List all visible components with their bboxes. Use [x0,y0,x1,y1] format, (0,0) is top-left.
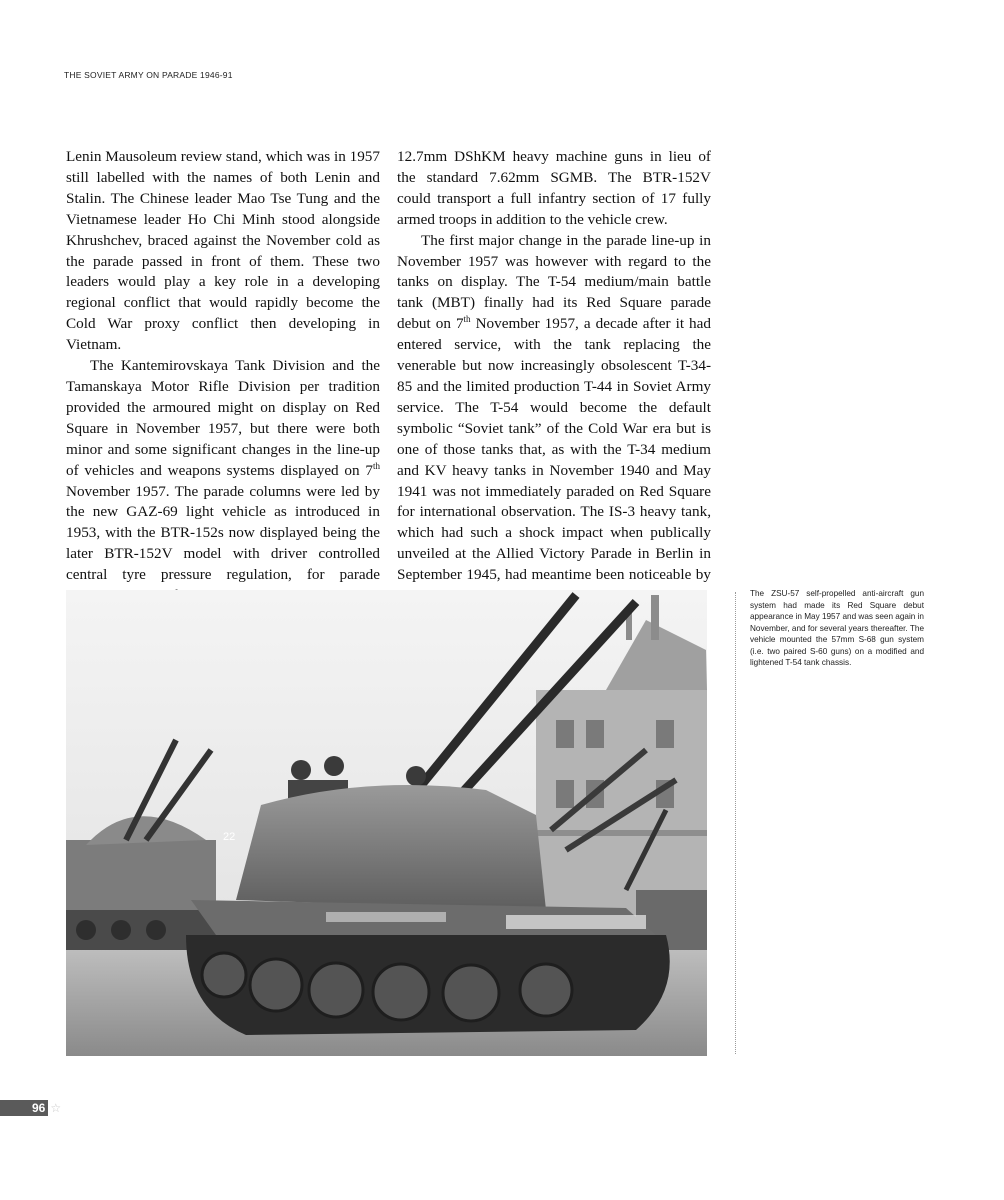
road-wheel [443,965,499,1021]
paragraph: Lenin Mausoleum review stand, which was in 1957 still labelled with the names of both Lenin and Stalin. The Chinese leader Mao Tse Tung and the Vietnamese leader Ho Chi Minh stood alongside Khrushchev, braced against the November cold as the parade passed in front of them. These two leaders would play a key role in a developing regional conflict that would rapidly become the Cold War proxy conflict then developing in Vietnam. [66,148,380,354]
paragraph: 12.7mm DShKM heavy machine guns in lieu of the standard 7.62mm SGMB. The BTR-152V could transport a full infantry section of 17 fully armed troops in addition to the vehicle crew. [397,148,711,228]
paragraph [66,356,380,628]
road-wheel [520,964,572,1016]
page-number: 96 [30,1100,48,1116]
paragraph-text: November 1957, a decade after it had entered service, with the tank replacing the venerable but now increasingly obsolescent T-34-85 and the limited production T-44 in Soviet Army service. The T-54 would become the default symbolic “Soviet tank” of the Cold War era but is one of those tanks that, as with the T-34 medium and KV heavy tanks in November 1940 and May 1941 was not immediately paraded on Red Square for international observation. The IS-3 heavy tank, which had such a shock impact when publically unveiled at the Allied Victory Parade in Berlin in September 1945, had meantime been noticeable by [397,315,711,584]
road-wheel [373,964,429,1020]
caption-rule [735,592,736,1054]
road-wheel [309,963,363,1017]
superscript: th [463,314,471,325]
crew-member [291,760,311,780]
turret-number: 22 [223,831,236,843]
text-column-left [66,147,380,628]
zsu-57-parade-photo [66,590,707,1056]
paragraph-text: The Kantemirovskaya Tank Division and the Tamanskaya Motor Rifle Division per tradition provided the armoured might on display on Red Square in November 1957, but there were both minor and some significant changes in the line-up of vehicles and weapons systems displayed on 7 [66,357,380,479]
superscript: th [372,460,380,471]
paragraph [397,231,711,607]
caption-text: The ZSU-57 self-propelled anti-aircraft gun system had made its Red Square debut appearance in May 1957 and was seen again in November, and for several years thereafter. The vehicle mounted the 57mm S-68 gun system (i.e. two paired S-60 guns) on a modified and lightened T-54 tank chassis. [750,589,924,667]
star-icon: ☆ [50,1101,62,1115]
turret [236,785,546,910]
parade-photo [66,590,707,1056]
paragraph-text: The first major change in the parade line-up in November 1957 was however with regard to the tanks on display. The T-54 medium/main battle tank (MBT) finally had its Red Square parade debut on 7 [397,231,711,333]
road-wheel [202,953,246,997]
paragraph-text: November 1957. The parade columns were led by the new GAZ-69 light vehicle as introduced in 1953, with the BTR-152s now displayed being the later BTR-152V model with driver controlled central tyre pressure regulation, for parade [66,482,380,584]
text-column-right [397,147,711,664]
folio-bar [0,1100,30,1116]
crew-member [406,766,426,786]
crew-member [324,756,344,776]
photo-caption [750,588,924,669]
road-wheel [250,959,302,1011]
folio [0,1100,61,1116]
running-head: THE SOVIET ARMY ON PARADE 1946-91 [64,70,233,80]
